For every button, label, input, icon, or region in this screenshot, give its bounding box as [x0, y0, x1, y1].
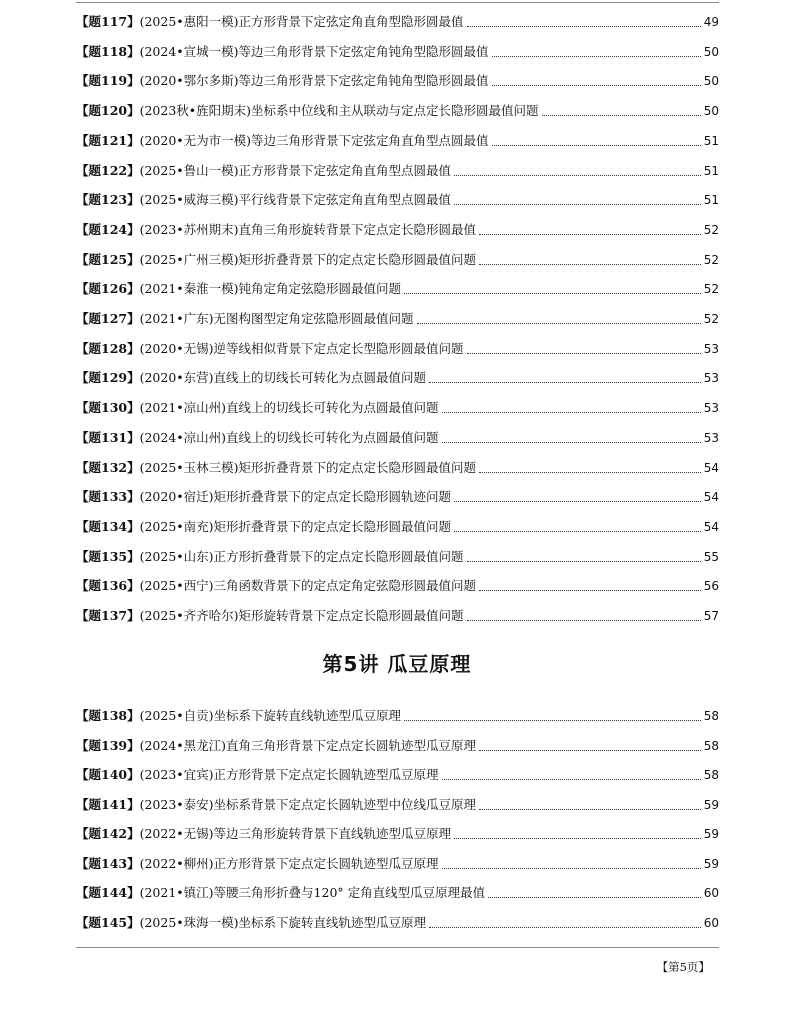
toc-entry-page: 50: [703, 74, 719, 89]
toc-entry-id: 【题136】: [76, 578, 140, 594]
toc-entry-page: 50: [703, 104, 719, 119]
toc-entry-page: 53: [703, 401, 719, 416]
toc-entry-id: 【题145】: [76, 914, 140, 930]
toc-entry-page: 51: [703, 133, 719, 148]
dot-leader: [404, 720, 701, 721]
toc-entry-title: (2025•鲁山一模)正方形背景下定弦定角直角型点圆最值: [139, 162, 452, 178]
toc-entry-id: 【题125】: [76, 251, 140, 267]
toc-entry[interactable]: [76, 277, 719, 297]
toc-entry[interactable]: [76, 188, 719, 208]
toc-entry[interactable]: [76, 396, 719, 416]
dot-leader: [467, 620, 701, 621]
dot-leader: [467, 561, 701, 562]
toc-entry-id: 【题130】: [76, 400, 140, 416]
toc-entry-page: 58: [703, 738, 719, 753]
toc-entry-page: 53: [703, 371, 719, 386]
toc-entry-id: 【题127】: [76, 311, 140, 326]
dot-leader: [479, 750, 701, 751]
toc-entry-title: (2025•南充)矩形折叠背景下的定点定长隐形圆最值问题: [139, 518, 452, 534]
toc-entry-page: 50: [703, 44, 719, 59]
toc-entry[interactable]: [76, 545, 719, 565]
dot-leader: [454, 838, 701, 839]
toc-entry-page: 54: [703, 519, 719, 534]
toc-entry[interactable]: [76, 248, 719, 268]
toc-entry-page: 60: [703, 886, 719, 900]
toc-entry-title: (2024•宣城一模)等边三角形背景下定弦定角钝角型隐形圆最值: [139, 43, 489, 59]
dot-leader: [454, 501, 701, 502]
dot-leader: [467, 353, 701, 354]
dot-leader: [492, 56, 701, 57]
top-rule: [76, 2, 719, 3]
toc-entry-page: 51: [703, 163, 719, 178]
dot-leader: [479, 590, 701, 591]
toc-entry-title: (2022•柳州)正方形背景下定点定长圆轨迹型瓜豆原理: [139, 855, 439, 871]
toc-entry-id: 【题143】: [76, 855, 140, 871]
dot-leader: [542, 115, 701, 116]
toc-entry-page: 54: [703, 490, 719, 505]
toc-entry-id: 【题142】: [76, 826, 140, 841]
toc-entry-page: 52: [703, 282, 719, 297]
toc-entry-page: 57: [703, 609, 719, 623]
toc-entry[interactable]: [76, 426, 719, 446]
toc-entry-id: 【题122】: [76, 162, 140, 178]
page-number-footer: 【第5页】: [656, 960, 710, 974]
toc-entry-page: 59: [703, 797, 719, 812]
toc-entry-title: (2020•宿迁)矩形折叠背景下的定点定长隐形圆轨迹问题: [139, 489, 452, 505]
toc-entry[interactable]: [76, 515, 719, 535]
toc-entry-title: (2022•无锡)等边三角形旋转背景下直线轨迹型瓜豆原理: [139, 826, 452, 841]
toc-entry-id: 【题139】: [76, 737, 140, 753]
toc-entry[interactable]: [76, 159, 719, 179]
toc-entry-title: (2025•自贡)坐标系下旋转直线轨迹型瓜豆原理: [139, 708, 402, 723]
toc-entry-id: 【题134】: [76, 518, 140, 534]
toc-entry-title: (2024•凉山州)直线上的切线长可转化为点圆最值问题: [139, 429, 439, 445]
dot-leader: [479, 264, 701, 265]
toc-entry-title: (2023•宜宾)正方形背景下定点定长圆轨迹型瓜豆原理: [139, 767, 439, 782]
toc-entry-id: 【题121】: [76, 132, 140, 148]
toc-entry-id: 【题132】: [76, 459, 140, 475]
dot-leader: [429, 927, 701, 928]
toc-entry-id: 【题133】: [76, 489, 140, 505]
toc-entry-page: 56: [703, 579, 719, 594]
dot-leader: [442, 779, 701, 780]
dot-leader: [467, 26, 701, 27]
toc-entry-title: (2024•黑龙江)直角三角形背景下定点定长圆轨迹型瓜豆原理: [139, 737, 477, 753]
toc-entry[interactable]: [76, 911, 719, 931]
dot-leader: [454, 204, 701, 205]
section-heading: 第5讲 瓜豆原理: [322, 652, 472, 676]
toc-entry[interactable]: [76, 793, 719, 813]
toc-entry-id: 【题141】: [76, 796, 140, 812]
toc-entry-page: 49: [703, 15, 719, 29]
toc-entry[interactable]: [76, 852, 719, 872]
toc-entry-title: (2020•无为市一模)等边三角形背景下定弦定角直角型点圆最值: [139, 132, 489, 148]
dot-leader: [454, 175, 701, 176]
dot-leader: [442, 412, 701, 413]
toc-entry-page: 52: [703, 312, 719, 326]
toc-entry-title: (2023•苏州期末)直角三角形旋转背景下定点定长隐形圆最值: [139, 221, 477, 237]
toc-entry-title: (2020•东营)直线上的切线长可转化为点圆最值问题: [139, 370, 427, 386]
dot-leader: [442, 442, 701, 443]
toc-entry-page: 59: [703, 856, 719, 871]
dot-leader: [492, 85, 701, 86]
bottom-rule: [76, 947, 719, 948]
toc-entry-id: 【题120】: [76, 103, 140, 119]
toc-entry-title: (2025•广州三模)矩形折叠背景下的定点定长隐形圆最值问题: [139, 251, 477, 267]
toc-entry-title: (2021•镇江)等腰三角形折叠与120° 定角直线型瓜豆原理最值: [139, 885, 486, 900]
toc-entry-title: (2021•广东)无图构图型定角定弦隐形圆最值问题: [139, 311, 414, 326]
dot-leader: [492, 145, 701, 146]
toc-entry-id: 【题124】: [76, 221, 140, 237]
toc-entry[interactable]: [76, 366, 719, 386]
dot-leader: [442, 868, 701, 869]
toc-entry[interactable]: [76, 129, 719, 149]
toc-entry[interactable]: [76, 10, 719, 30]
toc-entry-page: 53: [703, 341, 719, 356]
toc-entry-title: (2025•玉林三模)矩形折叠背景下的定点定长隐形圆最值问题: [139, 459, 477, 475]
toc-entry-title: (2025•西宁)三角函数背景下的定点定角定弦隐形圆最值问题: [139, 578, 477, 594]
toc-entry[interactable]: [76, 822, 719, 842]
toc-entry[interactable]: [76, 218, 719, 238]
dot-leader: [454, 531, 701, 532]
dot-leader: [488, 897, 701, 898]
toc-entry-title: (2021•凉山州)直线上的切线长可转化为点圆最值问题: [139, 400, 439, 416]
toc-entry[interactable]: [76, 69, 719, 89]
toc-entry[interactable]: [76, 456, 719, 476]
toc-entry-id: 【题128】: [76, 340, 140, 356]
toc-entry[interactable]: [76, 337, 719, 357]
toc-entry-page: 51: [703, 193, 719, 208]
toc-entry[interactable]: [76, 734, 719, 754]
toc-entry-title: (2025•威海三模)平行线背景下定弦定角直角型点圆最值: [139, 192, 452, 208]
dot-leader: [479, 234, 701, 235]
toc-entry-page: 54: [703, 460, 719, 475]
toc-entry-id: 【题135】: [76, 548, 140, 564]
toc-entry[interactable]: [76, 40, 719, 60]
toc-entry-title: (2025•珠海一模)坐标系下旋转直线轨迹型瓜豆原理: [139, 914, 427, 930]
toc-entry-id: 【题138】: [76, 708, 140, 723]
toc-entry-title: (2025•山东)正方形折叠背景下的定点定长隐形圆最值问题: [139, 548, 464, 564]
toc-entry[interactable]: [76, 485, 719, 505]
toc-entry-page: 58: [703, 768, 719, 782]
toc-entry-id: 【题123】: [76, 192, 140, 208]
toc-entry-id: 【题137】: [76, 608, 140, 623]
toc-entry-title: (2023•泰安)坐标系背景下定点定长圆轨迹型中位线瓜豆原理: [139, 796, 477, 812]
dot-leader: [404, 293, 701, 294]
toc-entry-page: 60: [703, 915, 719, 930]
toc-entry-id: 【题144】: [76, 885, 140, 900]
dot-leader: [479, 809, 701, 810]
toc-entry-title: (2020•无锡)逆等线相似背景下定点定长型隐形圆最值问题: [139, 340, 464, 356]
toc-entry-page: 59: [703, 827, 719, 841]
toc-entry[interactable]: [76, 881, 719, 901]
toc-entry[interactable]: [76, 604, 719, 624]
toc-entry-page: 55: [703, 549, 719, 564]
toc-entry-id: 【题131】: [76, 429, 140, 445]
toc-entry-id: 【题117】: [76, 14, 140, 29]
toc-entry-id: 【题140】: [76, 767, 140, 782]
toc-entry-page: 58: [703, 709, 719, 723]
toc-entry-page: 52: [703, 252, 719, 267]
toc-entry-id: 【题118】: [76, 43, 140, 59]
toc-entry-page: 53: [703, 430, 719, 445]
toc-entry[interactable]: [76, 99, 719, 119]
toc-entry-id: 【题126】: [76, 281, 140, 297]
toc-entry-page: 52: [703, 222, 719, 237]
dot-leader: [479, 472, 701, 473]
dot-leader: [417, 323, 701, 324]
toc-entry[interactable]: [76, 763, 719, 783]
toc-entry-title: (2021•秦淮一模)钝角定角定弦隐形圆最值问题: [139, 281, 402, 297]
toc-entry-title: (2020•鄂尔多斯)等边三角形背景下定弦定角钝角型隐形圆最值: [139, 73, 489, 89]
toc-entry-title: (2025•惠阳一模)正方形背景下定弦定角直角型隐形圆最值: [139, 14, 464, 29]
toc-entry-title: (2023秋•旌阳期末)坐标系中位线和主从联动与定点定长隐形圆最值问题: [139, 103, 539, 119]
toc-entry[interactable]: [76, 574, 719, 594]
toc-entry[interactable]: [76, 704, 719, 724]
toc-entry-title: (2025•齐齐哈尔)矩形旋转背景下定点定长隐形圆最值问题: [139, 608, 464, 623]
toc-entry-id: 【题119】: [76, 73, 140, 89]
toc-entry[interactable]: [76, 307, 719, 327]
dot-leader: [429, 382, 701, 383]
toc-entry-id: 【题129】: [76, 370, 140, 386]
